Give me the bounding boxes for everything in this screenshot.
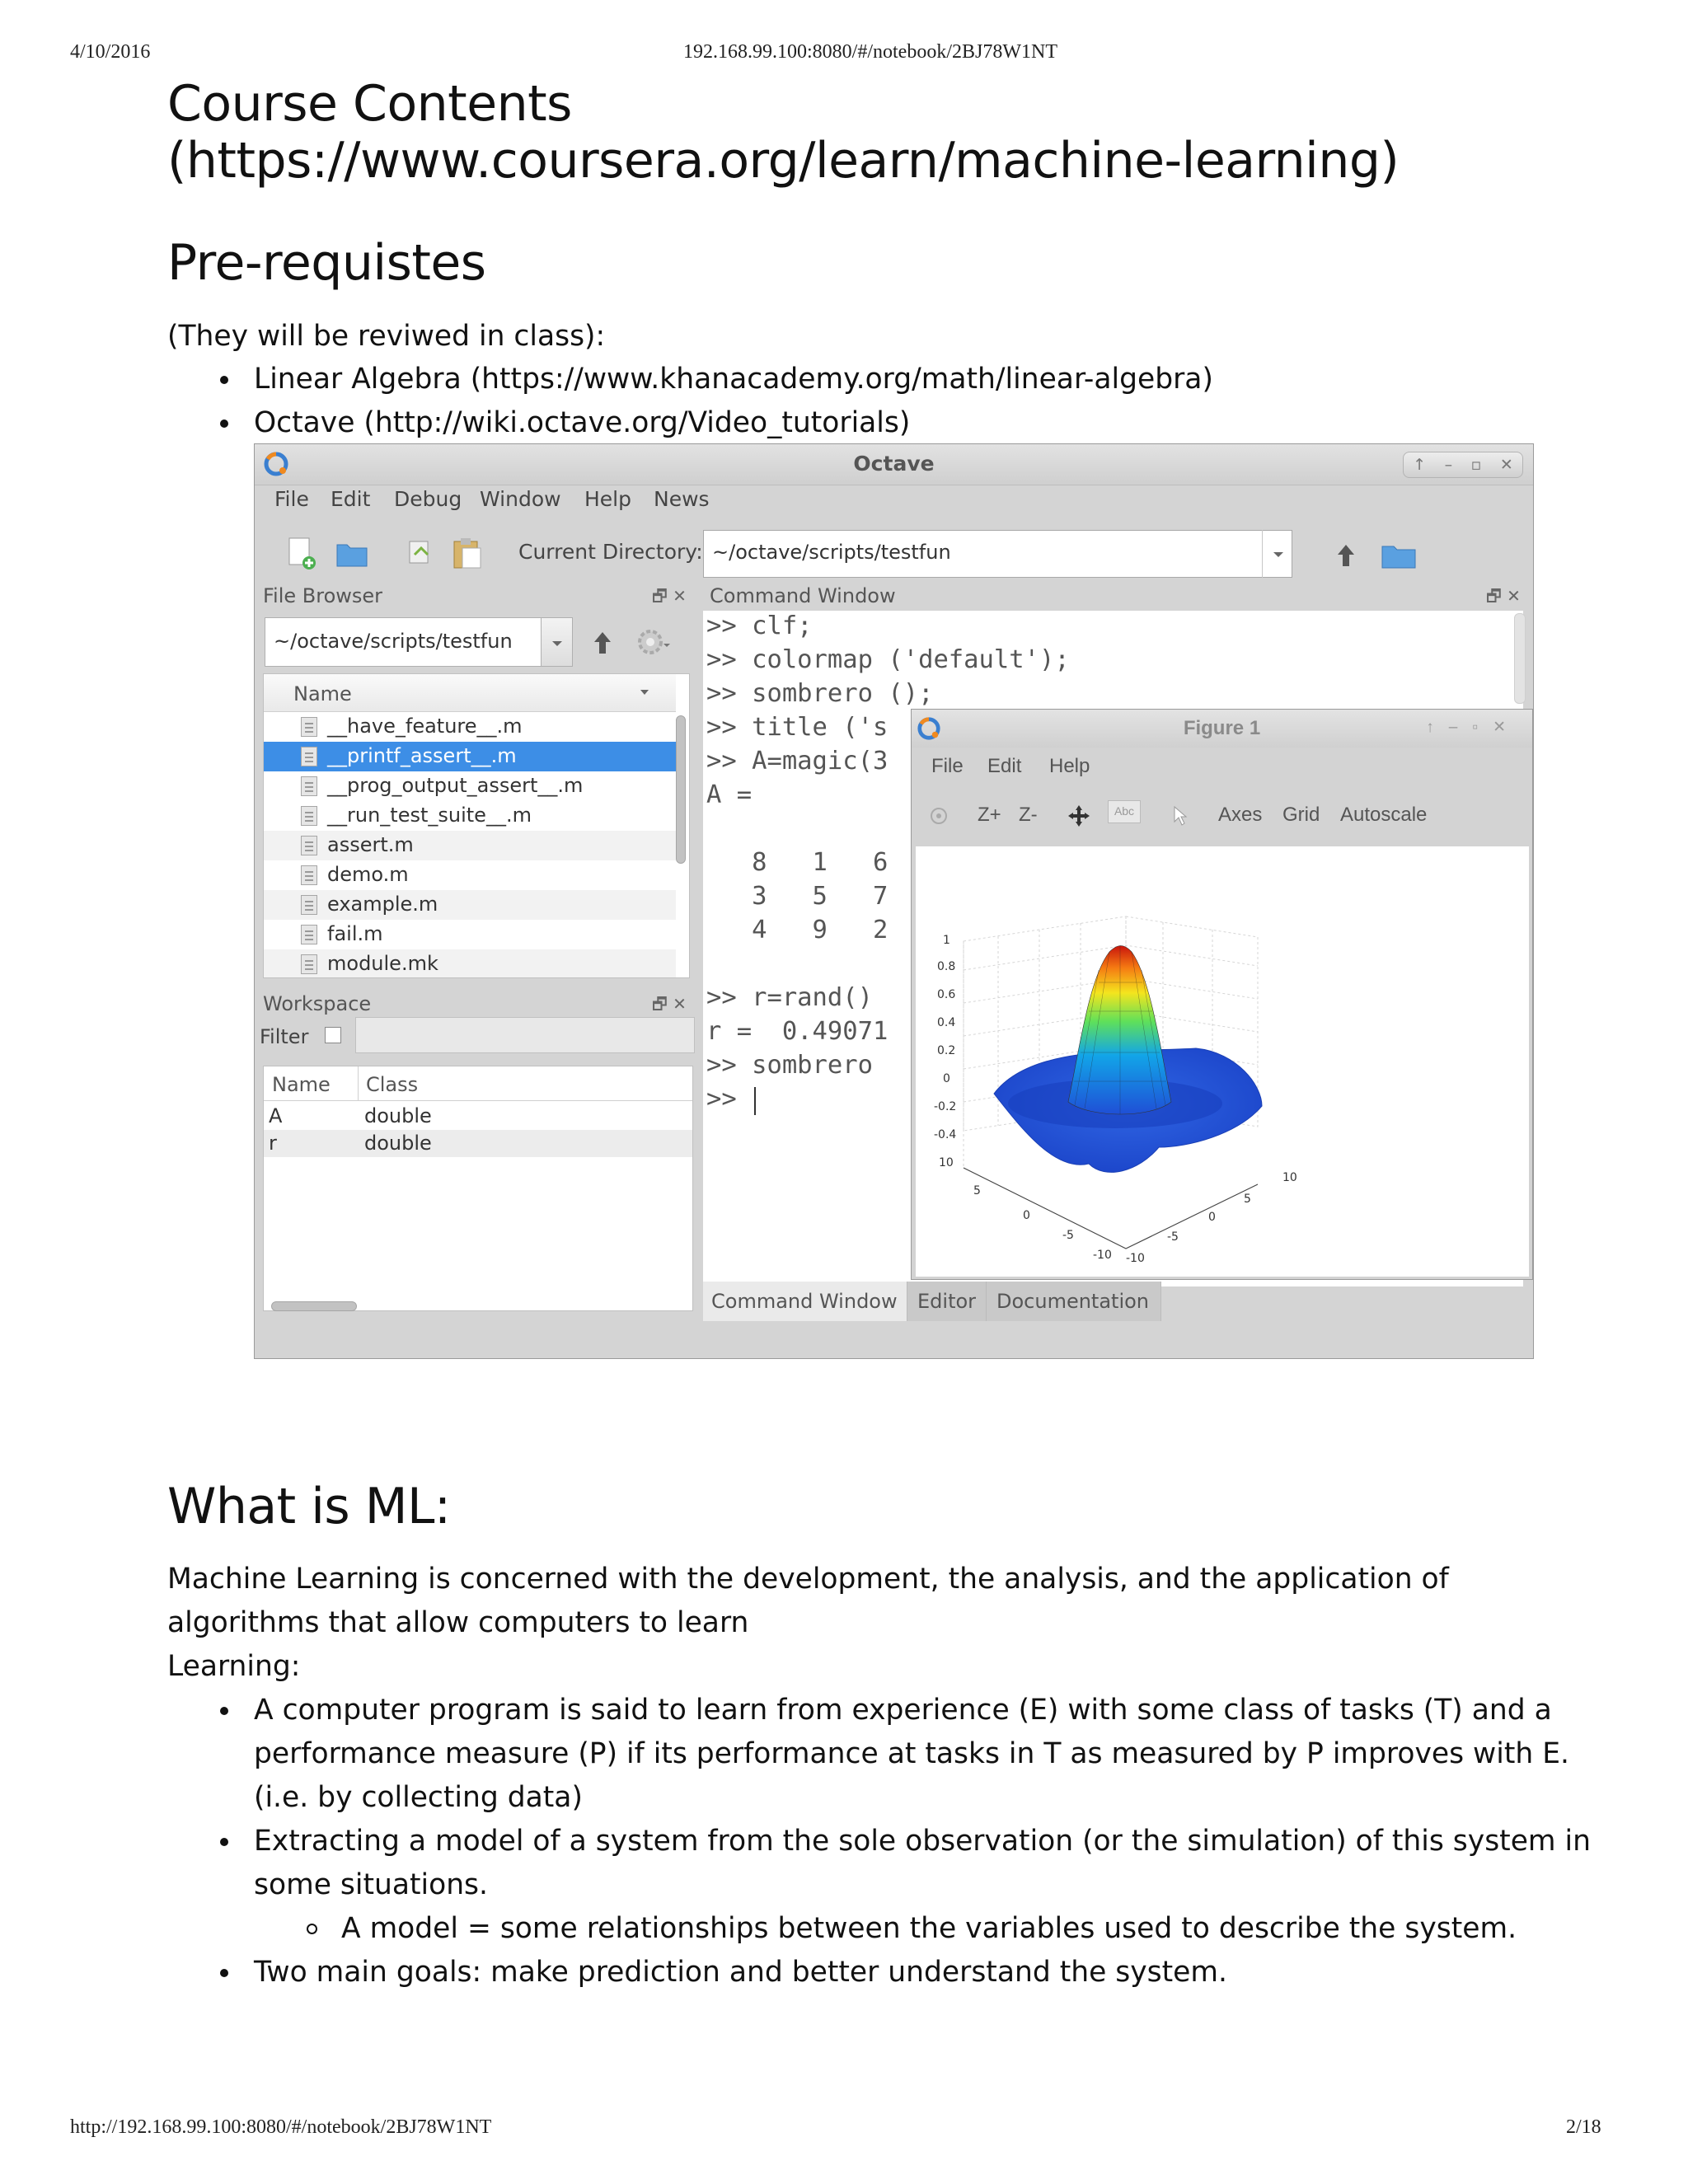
cmd-prompt[interactable]: >> (706, 1085, 753, 1113)
current-directory-input[interactable]: ~/octave/scripts/testfun (703, 530, 1292, 578)
chevron-down-icon (542, 618, 573, 668)
file-name: module.mk (327, 952, 438, 975)
left-axis-tick: 0 (1023, 1209, 1030, 1222)
tab-documentation[interactable]: Documentation (987, 1282, 1161, 1321)
figure-title: Figure 1 (1183, 717, 1261, 739)
file-name: __prog_output_assert__.m (327, 774, 584, 797)
ml-bullet-1-line-1: A computer program is said to learn from experience (E) with some class of tasks (T) and a (254, 1694, 1552, 1727)
browse-folder-icon[interactable] (1381, 537, 1417, 573)
z-tick: 0.8 (937, 960, 956, 973)
octave-titlebar (255, 444, 1533, 485)
ml-intro-line-1: Machine Learning is concerned with the development, the analysis, and the application of (167, 1563, 1449, 1596)
cmd-line: >> r=rand() (706, 983, 873, 1012)
file-row[interactable] (264, 949, 676, 978)
prereq-title: Pre-requistes (167, 234, 486, 292)
file-row[interactable] (264, 831, 676, 860)
file-browser-path-dropdown[interactable] (542, 617, 573, 667)
tab-command-window[interactable]: Command Window (703, 1282, 907, 1321)
ml-bullet-1-line-3: (i.e. by collecting data) (254, 1781, 583, 1814)
right-axis-tick: 10 (1282, 1171, 1297, 1184)
up-icon[interactable]: ↑ (1413, 456, 1427, 474)
bullet-dot (220, 1838, 228, 1846)
file-name: demo.m (327, 863, 409, 886)
menu-news[interactable]: News (654, 487, 710, 511)
minimize-icon[interactable]: – (1444, 456, 1453, 474)
ml-bullet-1-line-2: performance measure (P) if its performance at tasks in T as measured by P improves with E. (254, 1737, 1569, 1770)
chevron-down-icon (1263, 530, 1293, 578)
directory-up-icon[interactable] (1328, 538, 1364, 574)
prereq-item-octave[interactable]: Octave (http://wiki.octave.org/Video_tutorials) (254, 406, 911, 439)
table-row[interactable] (264, 1103, 692, 1130)
workspace-title: Workspace (263, 992, 372, 1015)
sombrero-surface-svg (916, 846, 1529, 1277)
file-icon (301, 954, 317, 974)
gear-icon[interactable] (634, 624, 670, 660)
file-icon (301, 806, 317, 826)
file-row[interactable] (264, 890, 676, 920)
grid-button[interactable]: Grid (1282, 804, 1320, 826)
cmd-line: A = (706, 780, 753, 809)
z-tick: -0.4 (934, 1128, 957, 1141)
menu-help[interactable]: Help (584, 487, 631, 511)
paste-icon[interactable] (449, 535, 485, 571)
cmd-line: >> clf; (706, 612, 813, 640)
text-insert-icon[interactable]: Abc (1108, 800, 1141, 823)
cmd-line: >> sombrero (706, 1051, 873, 1080)
maximize-icon[interactable]: ▫ (1470, 456, 1482, 474)
footer-url: http://192.168.99.100:8080/#/notebook/2BJ78W1NT (70, 2116, 492, 2138)
z-tick: 0.6 (937, 988, 956, 1001)
ws-var-name: A (269, 1104, 283, 1127)
command-window-title: Command Window (710, 584, 896, 607)
sombrero-peak (1068, 946, 1171, 1115)
ws-var-name: r (269, 1132, 277, 1155)
z-tick: 0 (943, 1072, 950, 1085)
axes-button[interactable]: Axes (1218, 804, 1263, 826)
file-browser-controls[interactable]: 🗗 ✕ (652, 586, 687, 606)
file-icon (301, 776, 317, 796)
workspace-filter-checkbox[interactable] (325, 1027, 341, 1043)
file-icon (301, 925, 317, 944)
ws-col-class[interactable]: Class (366, 1073, 419, 1096)
text-cursor (754, 1087, 756, 1115)
name-column-header: Name (293, 682, 352, 705)
file-row[interactable] (264, 801, 676, 831)
z-tick: 0.4 (937, 1016, 956, 1029)
file-row[interactable] (264, 712, 676, 742)
figure-menu-help[interactable]: Help (1049, 755, 1090, 777)
file-row[interactable] (264, 771, 676, 801)
file-icon (301, 836, 317, 855)
right-axis-tick: 0 (1208, 1211, 1216, 1224)
right-axis-tick: 5 (1244, 1193, 1251, 1206)
figure-menu-edit[interactable]: Edit (987, 755, 1022, 777)
sub-bullet-circle (307, 1924, 317, 1934)
zoom-out-button[interactable]: Z- (1019, 804, 1038, 826)
select-pointer-icon[interactable] (1172, 805, 1189, 827)
ml-intro-line-2: algorithms that allow computers to learn (167, 1606, 749, 1639)
zoom-in-button[interactable]: Z+ (978, 804, 1001, 826)
file-browser-scrollbar[interactable] (676, 715, 686, 864)
ml-title: What is ML: (167, 1478, 451, 1535)
command-window-scrollbar[interactable] (1514, 613, 1526, 704)
ml-bullet-2-line-1: Extracting a model of a system from the sole observation (or the simulation) of this system in (254, 1825, 1591, 1858)
workspace-controls[interactable]: 🗗 ✕ (652, 994, 687, 1014)
workspace-filter-label: Filter (260, 1025, 309, 1048)
plot-axes (964, 1168, 1258, 1249)
file-icon (301, 747, 317, 766)
course-link[interactable]: (https://www.coursera.org/learn/machine-learning) (167, 132, 1400, 190)
close-icon[interactable]: ✕ (1499, 456, 1513, 474)
new-file-icon[interactable] (284, 535, 321, 571)
header-url: 192.168.99.100:8080/#/notebook/2BJ78W1NT (683, 41, 1057, 63)
right-axis-tick: -5 (1167, 1230, 1179, 1244)
file-name: __printf_assert__.m (327, 744, 517, 767)
table-row[interactable] (264, 1130, 692, 1157)
open-folder-icon[interactable] (334, 535, 370, 571)
cmd-line: 8 1 6 (706, 848, 889, 877)
file-row[interactable] (264, 860, 676, 890)
autoscale-button[interactable]: Autoscale (1340, 804, 1428, 826)
window-controls[interactable] (1403, 452, 1523, 478)
ws-var-class: double (364, 1104, 432, 1127)
current-directory-dropdown[interactable] (1262, 530, 1292, 578)
pan-icon[interactable] (1067, 804, 1091, 828)
left-axis-tick: -5 (1062, 1229, 1074, 1242)
file-name: __have_feature__.m (327, 715, 523, 738)
rotate-icon[interactable] (928, 805, 950, 827)
cmd-line: >> sombrero (); (706, 679, 934, 708)
file-row[interactable] (264, 920, 676, 949)
copy-icon[interactable] (403, 535, 439, 571)
z-tick: 1 (943, 934, 950, 947)
figure-titlebar (912, 710, 1532, 748)
course-title: Course Contents (167, 75, 572, 133)
ml-bullet-3: Two main goals: make prediction and better understand the system. (254, 1956, 1227, 1989)
bullet-dot (220, 419, 228, 428)
ws-var-class: double (364, 1132, 432, 1155)
menu-edit[interactable]: Edit (331, 487, 371, 511)
bullet-dot (220, 1707, 228, 1715)
file-browser-list[interactable] (263, 673, 690, 978)
bullet-dot (220, 376, 228, 384)
left-axis-tick: 10 (939, 1156, 954, 1169)
prereq-item-linear-algebra[interactable]: Linear Algebra (https://www.khanacademy.org/math/linear-algebra) (254, 363, 1213, 396)
ml-learning-label: Learning: (167, 1650, 301, 1683)
header-date: 4/10/2016 (70, 41, 151, 63)
sombrero-plot[interactable] (916, 846, 1529, 1277)
current-directory-label: Current Directory: (518, 540, 703, 564)
file-icon (301, 895, 317, 915)
file-name: __run_test_suite__.m (327, 804, 532, 827)
cmd-line: 3 5 7 (706, 882, 889, 911)
octave-title: Octave (853, 452, 935, 476)
ml-bullet-2-line-2: some situations. (254, 1868, 489, 1901)
cmd-line: >> title ('s (706, 713, 889, 742)
tab-editor[interactable]: Editor (907, 1282, 987, 1321)
column-divider (358, 1066, 359, 1101)
figure-window-controls[interactable]: ↑–▫✕ (1426, 719, 1521, 736)
menu-file[interactable]: File (274, 487, 309, 511)
sort-arrow-icon (639, 687, 650, 697)
menu-window[interactable]: Window (480, 487, 561, 511)
file-name: assert.m (327, 833, 414, 856)
bullet-dot (220, 1969, 228, 1977)
file-browser-name-header[interactable] (264, 674, 676, 712)
footer-page-number: 2/18 (1566, 2116, 1601, 2138)
workspace-table-header (264, 1066, 692, 1101)
figure-menu-file[interactable]: File (931, 755, 964, 777)
cmd-line: 4 9 2 (706, 916, 889, 944)
menu-debug[interactable]: Debug (394, 487, 462, 511)
left-axis-tick: -10 (1093, 1249, 1112, 1262)
ws-col-name[interactable]: Name (272, 1073, 331, 1096)
cmd-line: >> colormap ('default'); (706, 645, 1070, 674)
left-axis-tick: 5 (973, 1184, 981, 1197)
figure-window (911, 709, 1533, 1280)
file-icon (301, 717, 317, 737)
file-browser-title: File Browser (263, 584, 383, 607)
file-browser-path[interactable]: ~/octave/scripts/testfun (265, 617, 542, 667)
cmd-line: r = 0.49071 (706, 1017, 889, 1046)
ml-sub-bullet: A model = some relationships between the variables used to describe the system. (341, 1912, 1517, 1945)
cmd-line: >> A=magic(3 (706, 747, 889, 776)
z-tick: 0.2 (937, 1044, 956, 1057)
workspace-scrollbar[interactable] (271, 1301, 357, 1311)
workspace-table[interactable] (263, 1066, 693, 1311)
right-axis-tick: -10 (1126, 1252, 1145, 1265)
prereq-intro: (They will be reviwed in class): (167, 320, 606, 353)
file-name: fail.m (327, 922, 383, 945)
file-browser-up-icon[interactable] (584, 626, 621, 662)
z-tick: -0.2 (934, 1100, 957, 1113)
file-row-selected[interactable] (264, 742, 676, 771)
workspace-filter-input[interactable] (355, 1017, 695, 1053)
file-icon (301, 865, 317, 885)
file-name: example.m (327, 893, 438, 916)
command-window-controls[interactable]: 🗗 ✕ (1486, 586, 1521, 606)
